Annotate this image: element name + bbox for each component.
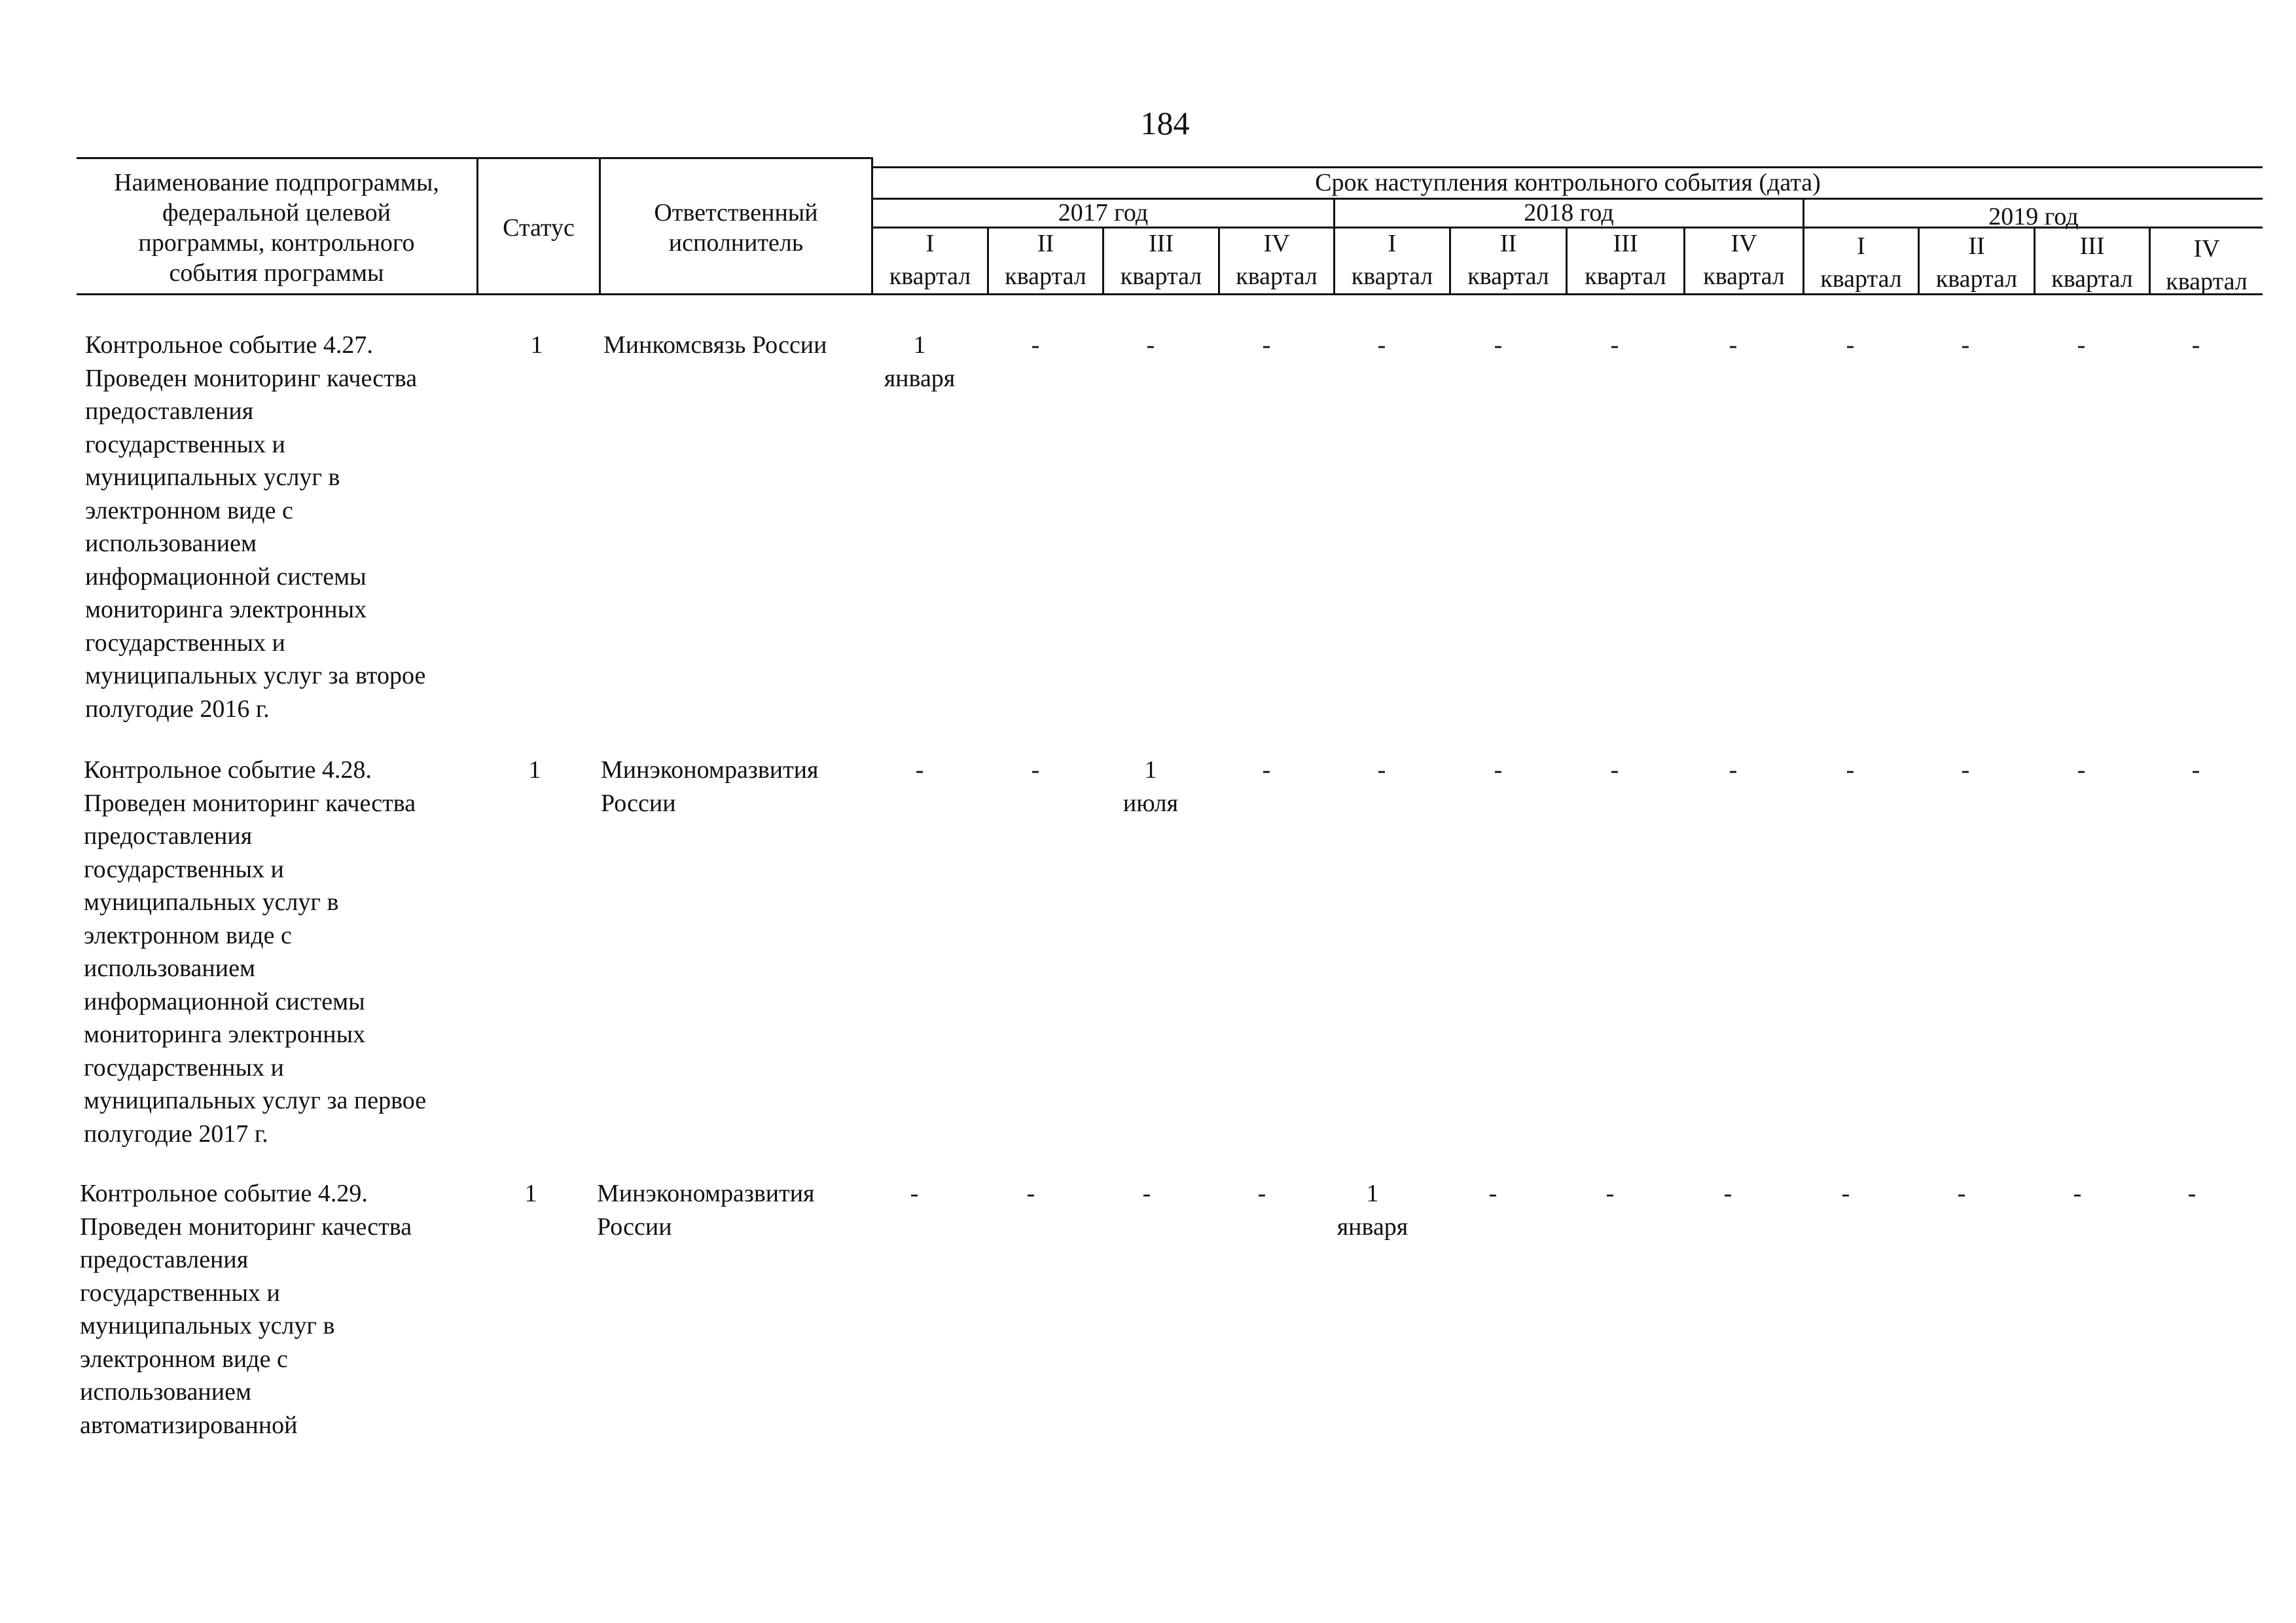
quarter-cell: - <box>1031 756 1040 784</box>
quarter-cell: - <box>915 756 924 784</box>
header-executor-column: Ответственный исполнитель <box>654 199 818 257</box>
header-year: 2019 год <box>1988 203 2079 230</box>
header-quarter-numeral: III <box>1613 230 1638 257</box>
header-quarter-numeral: IV <box>2193 235 2220 263</box>
quarter-cell: - <box>1146 331 1155 359</box>
quarter-cell: 1 июля <box>1122 756 1179 817</box>
header-status-column: Статус <box>503 214 575 242</box>
quarter-cell: - <box>1026 1180 1035 1207</box>
header-quarter-numeral: III <box>1149 230 1174 257</box>
header-quarter-numeral: I <box>1388 230 1397 257</box>
quarter-cell: - <box>910 1180 919 1207</box>
quarter-cell: - <box>1846 756 1855 784</box>
page-number: 184 <box>1140 105 1190 141</box>
quarter-cell: - <box>1729 756 1738 784</box>
quarter-cell: - <box>1846 331 1855 359</box>
quarter-cell: - <box>2191 756 2200 784</box>
quarter-cell: - <box>2077 331 2086 359</box>
quarter-cell: - <box>1494 331 1503 359</box>
quarter-cell: 1 января <box>884 331 956 392</box>
quarter-cell: - <box>1262 331 1271 359</box>
quarter-cell: - <box>1377 756 1386 784</box>
quarter-cell: 1 января <box>1336 1180 1408 1241</box>
header-quarter-label: квартал <box>1585 263 1666 290</box>
header-quarter-numeral: IV <box>1731 230 1757 257</box>
header-name-column: Наименование подпрограммы, федеральной целевой программы, контрольного события программы <box>114 169 439 287</box>
table-header <box>77 157 2263 296</box>
quarter-cell: - <box>1377 331 1386 359</box>
header-quarter-numeral: III <box>2079 232 2105 260</box>
header-quarter-label: квартал <box>1935 265 2018 293</box>
header-quarter-label: квартал <box>2051 265 2133 293</box>
quarter-cell: - <box>1610 331 1619 359</box>
header-year: 2017 год <box>1058 199 1149 227</box>
header-quarter-numeral: II <box>1037 230 1054 257</box>
quarter-cell: - <box>1961 331 1970 359</box>
header-quarter-numeral: II <box>1968 232 1985 260</box>
event-executor: Минэкономразвития России <box>601 756 819 817</box>
quarter-cell: - <box>2077 756 2086 784</box>
event-name: Контрольное событие 4.29. Проведен мониторинг качества предоставления государственных и муниципальных услуг в электронном виде с использованием автоматизированной <box>80 1180 412 1439</box>
quarter-cell: - <box>1961 756 1970 784</box>
header-quarter-numeral: II <box>1499 230 1517 257</box>
quarter-cell: - <box>1262 756 1271 784</box>
header-quarter-label: квартал <box>2166 268 2248 295</box>
header-quarter-label: квартал <box>889 263 971 290</box>
header-quarter-label: квартал <box>1120 263 1202 290</box>
quarter-cell: - <box>1142 1180 1151 1207</box>
quarter-cell: - <box>1610 756 1619 784</box>
quarter-cell: - <box>1488 1180 1498 1207</box>
quarter-cell: - <box>1257 1180 1266 1207</box>
quarter-cell: - <box>2191 331 2200 359</box>
event-name: Контрольное событие 4.28. Проведен мониторинг качества предоставления государственных и муниципальных услуг в электронном виде с использованием информационной системы мониторинга электронных государственных и муниципальных услуг за первое полугодие 2017 г. <box>84 756 427 1148</box>
event-executor: Минкомсвязь России <box>603 331 827 359</box>
header-deadline-column: Срок наступления контрольного события (дата) <box>1315 169 1821 196</box>
header-quarter-numeral: I <box>925 230 935 257</box>
event-executor: Минэкономразвития России <box>597 1180 815 1241</box>
quarter-cell: - <box>1729 331 1738 359</box>
header-quarter-label: квартал <box>1236 263 1318 290</box>
event-status: 1 <box>524 1180 537 1207</box>
quarter-cell: - <box>1031 331 1040 359</box>
header-quarter-numeral: I <box>1857 232 1865 260</box>
header-year: 2018 год <box>1524 199 1614 227</box>
quarter-cell: - <box>1841 1180 1850 1207</box>
header-quarter-label: квартал <box>1467 263 1549 290</box>
quarter-cell: - <box>1605 1180 1615 1207</box>
quarter-cell: - <box>1494 756 1503 784</box>
header-quarter-label: квартал <box>1005 263 1086 290</box>
header-quarter-label: квартал <box>1703 263 1785 290</box>
header-quarter-label: квартал <box>1351 263 1433 290</box>
event-status: 1 <box>528 756 541 784</box>
quarter-cell: - <box>2187 1180 2197 1207</box>
header-quarter-numeral: IV <box>1263 230 1290 257</box>
event-status: 1 <box>530 331 543 359</box>
event-name: Контрольное событие 4.27. Проведен мониторинг качества предоставления государственных и муниципальных услуг в электронном виде с использованием информационной системы мониторинга электронных государственных и муниципальных услуг за второе полугодие 2016 г. <box>85 331 426 723</box>
quarter-cell: - <box>1723 1180 1732 1207</box>
quarter-cell: - <box>2073 1180 2082 1207</box>
header-quarter-label: квартал <box>1820 265 1902 293</box>
quarter-cell: - <box>1957 1180 1966 1207</box>
